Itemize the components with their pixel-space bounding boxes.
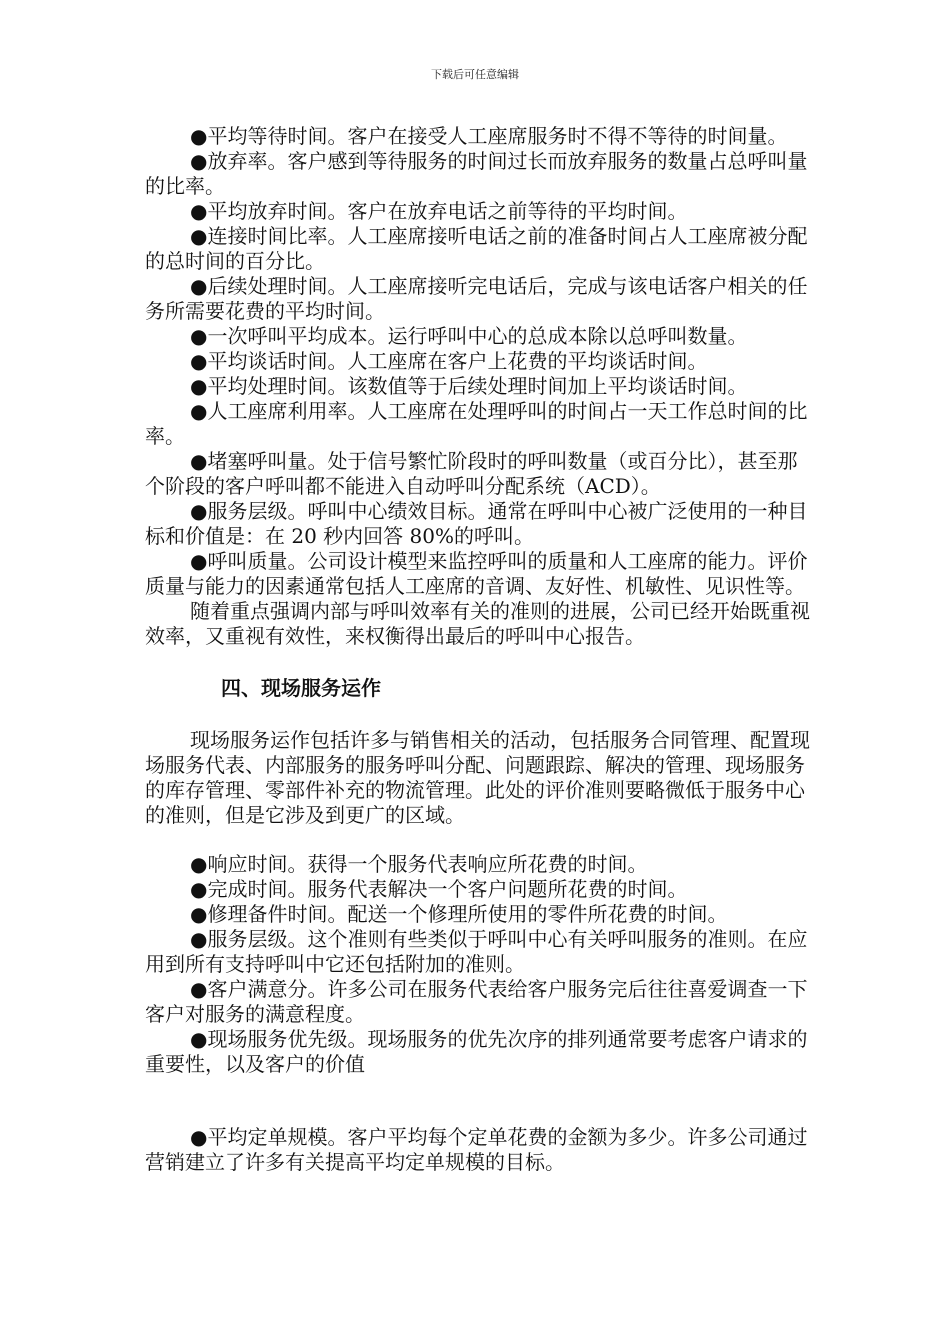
paragraph: ●后续处理时间。人工座席接听完电话后，完成与该电话客户相关的任务所需要花费的平均时间。: [145, 274, 808, 323]
paragraph: ●放弃率。客户感到等待服务的时间过长而放弃服务的数量占总呼叫量的比率。: [145, 149, 808, 198]
paragraph: ●服务层级。这个准则有些类似于呼叫中心有关呼叫服务的准则。在应用到所有支持呼叫中它还包括附加的准则。: [145, 927, 808, 976]
paragraph: ●连接时间比率。人工座席接听电话之前的准备时间占人工座席被分配的总时间的百分比。: [145, 224, 808, 273]
paragraph: ●现场服务优先级。现场服务的优先次序的排列通常要考虑客户请求的重要性，以及客户的价值: [145, 1027, 808, 1076]
paragraph: ●平均等待时间。客户在接受人工座席服务时不得不等待的时间量。: [190, 124, 788, 148]
paragraph: ●平均放弃时间。客户在放弃电话之前等待的平均时间。: [190, 199, 688, 223]
spacer: [145, 828, 815, 852]
paragraph: ●人工座席利用率。人工座席在处理呼叫的时间占一天工作总时间的比率。: [145, 399, 808, 448]
section-heading: 四、现场服务运作: [221, 676, 381, 700]
intro-paragraph: 现场服务运作包括许多与销售相关的活动，包括服务合同管理、配置现场服务代表、内部服务的服务呼叫分配、问题跟踪、解决的管理、现场服务的库存管理、零部件补充的物流管理。此处的评价准则要略微低于服务中心的准则，但是它涉及到更广的区域。: [145, 728, 810, 827]
page-header: 下载后可任意编辑: [431, 68, 519, 81]
paragraph: ●修理备件时间。配送一个修理所使用的零件所花费的时间。: [190, 902, 728, 926]
paragraph: ●服务层级。呼叫中心绩效目标。通常在呼叫中心被广泛使用的一种目标和价值是：在 20 秒内回答 80%的呼叫。: [145, 499, 808, 548]
document-body: [145, 124, 815, 1175]
paragraph: ●堵塞呼叫量。处于信号繁忙阶段时的呼叫数量（或百分比），甚至那个阶段的客户呼叫都不能进入自动呼叫分配系统（ACD）。: [145, 449, 798, 498]
paragraph: ●平均处理时间。该数值等于后续处理时间加上平均谈话时间。: [190, 374, 748, 398]
paragraph: ●呼叫质量。公司设计模型来监控呼叫的质量和人工座席的能力。评价质量与能力的因素通常包括人工座席的音调、友好性、机敏性、见识性等。: [145, 549, 808, 598]
paragraph: ●客户满意分。许多公司在服务代表给客户服务完后往往喜爱调查一下客户对服务的满意程度。: [145, 977, 808, 1026]
paragraph: ●平均谈话时间。人工座席在客户上花费的平均谈话时间。: [190, 349, 708, 373]
spacer: [145, 649, 815, 676]
spacer: [145, 701, 815, 728]
paragraph: ●响应时间。获得一个服务代表响应所花费的时间。: [190, 852, 648, 876]
paragraph: ●一次呼叫平均成本。运行呼叫中心的总成本除以总呼叫数量。: [190, 324, 748, 348]
paragraph: ●平均定单规模。客户平均每个定单花费的金额为多少。许多公司通过营销建立了许多有关提高平均定单规模的目标。: [145, 1125, 808, 1174]
spacer: [145, 1077, 815, 1125]
paragraph: ●完成时间。服务代表解决一个客户问题所花费的时间。: [190, 877, 688, 901]
paragraph: 随着重点强调内部与呼叫效率有关的准则的进展，公司已经开始既重视效率，又重视有效性，来权衡得出最后的呼叫中心报告。: [145, 599, 810, 648]
